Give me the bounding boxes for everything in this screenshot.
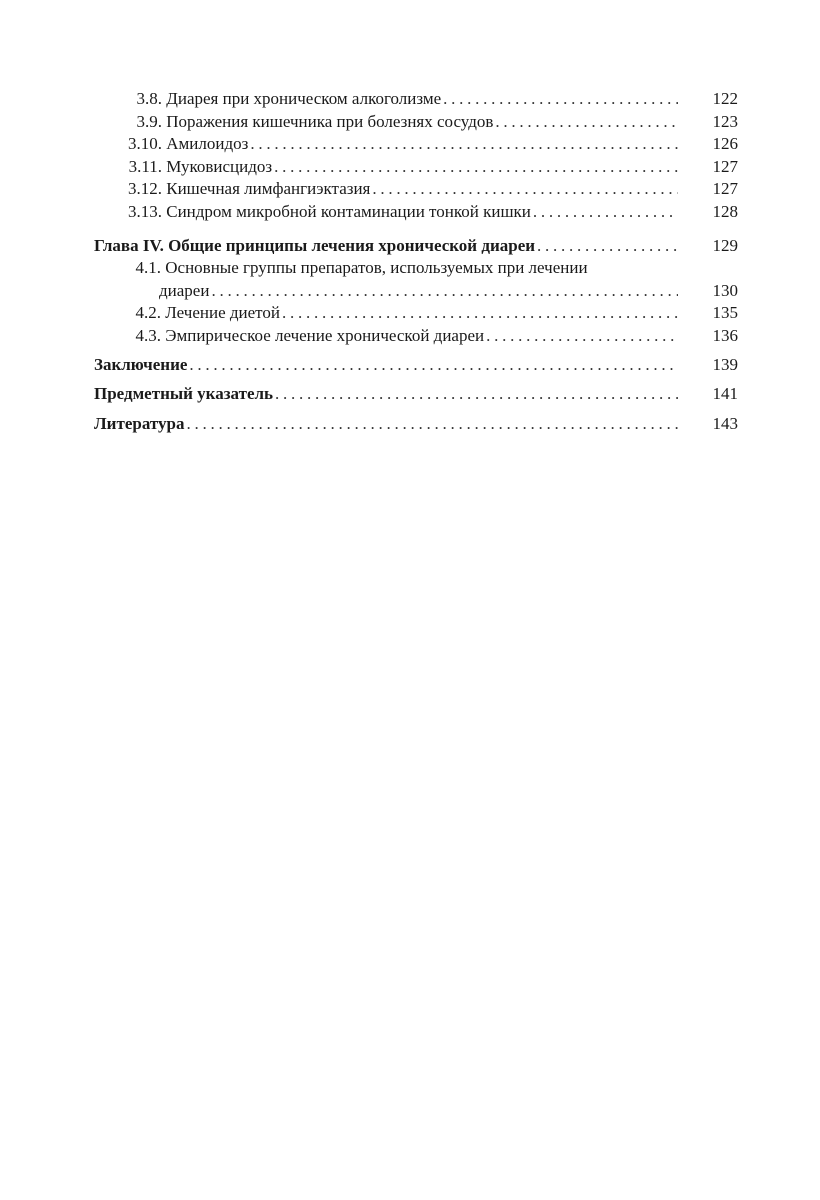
toc-entry-page: 123 (712, 111, 738, 131)
toc-entry (94, 302, 738, 325)
backmatter-page: 141 (712, 384, 738, 404)
toc-entry (94, 178, 738, 201)
leader-dots (248, 133, 678, 156)
backmatter-title: Заключение (94, 354, 188, 374)
leader-dots (280, 302, 678, 325)
toc-entry (94, 257, 738, 280)
backmatter-title: Предметный указатель (94, 384, 274, 404)
toc-entry (94, 88, 738, 111)
leader-dots (187, 354, 678, 377)
toc-entry-number: 3.9. (136, 111, 162, 131)
leader-dots (184, 413, 678, 436)
toc-entry-page: 136 (712, 325, 738, 345)
backmatter-page: 139 (712, 354, 738, 374)
toc-entry-number: 3.8. (136, 89, 162, 108)
toc-entry (94, 111, 738, 134)
toc-entry-title: Амилоидоз (166, 134, 249, 154)
leader-dots (272, 156, 678, 179)
chapter-title: Глава IV. Общие принципы лечения хронической диареи (94, 235, 536, 255)
toc-entry-page: 127 (712, 156, 738, 176)
leader-dots (535, 235, 678, 258)
toc-entry-number: 3.11. (128, 156, 162, 176)
toc-entry (94, 133, 738, 156)
toc-entry-number: 3.13. (128, 201, 162, 221)
toc-backmatter-entry (94, 413, 738, 436)
toc-entry-title: Эмпирическое лечение хронической диареи (165, 325, 485, 345)
toc-entry-title: Лечение диетой (165, 303, 280, 323)
toc-entry-title: Поражения кишечника при болезнях сосудов (166, 111, 494, 131)
toc-entry-title: Основные группы препаратов, используемых при лечении (165, 258, 588, 278)
toc-entry-page: 135 (712, 303, 738, 323)
leader-dots (441, 88, 678, 111)
toc-entry (94, 325, 738, 348)
toc-entry-page: 122 (712, 89, 738, 108)
toc-entry-title: Синдром микробной контаминации тонкой кишки (166, 201, 531, 221)
table-of-contents (94, 88, 738, 435)
leader-dots (209, 280, 678, 303)
toc-entry-number: 4.2. (135, 303, 161, 323)
toc-chapter-heading (94, 235, 738, 258)
leader-dots (370, 178, 678, 201)
backmatter-page: 143 (712, 413, 738, 433)
toc-entry-page: 126 (712, 134, 738, 154)
backmatter-title: Литература (94, 413, 185, 433)
toc-backmatter-entry (94, 383, 738, 406)
toc-entry-title: Кишечная лимфангиэктазия (166, 179, 371, 199)
toc-entry-page: 128 (712, 201, 738, 221)
toc-entry-title: Диарея при хроническом алкоголизме (166, 89, 442, 108)
leader-dots (493, 111, 678, 134)
toc-entry-number: 4.1. (135, 258, 161, 278)
toc-entry-number: 4.3. (135, 325, 161, 345)
leader-dots (531, 201, 678, 224)
toc-entry-title: Муковисцидоз (166, 156, 273, 176)
toc-entry (94, 156, 738, 179)
toc-entry-title-continuation: диареи (159, 280, 210, 300)
toc-entry-number: 3.12. (128, 179, 162, 199)
toc-entry-page: 127 (712, 179, 738, 199)
toc-entry-continuation (94, 280, 738, 303)
leader-dots (273, 383, 678, 406)
toc-entry (94, 201, 738, 224)
chapter-page: 129 (712, 235, 738, 255)
toc-entry-page: 130 (712, 280, 738, 300)
toc-entry-number: 3.10. (128, 134, 162, 154)
toc-backmatter-entry (94, 354, 738, 377)
leader-dots (484, 325, 678, 348)
